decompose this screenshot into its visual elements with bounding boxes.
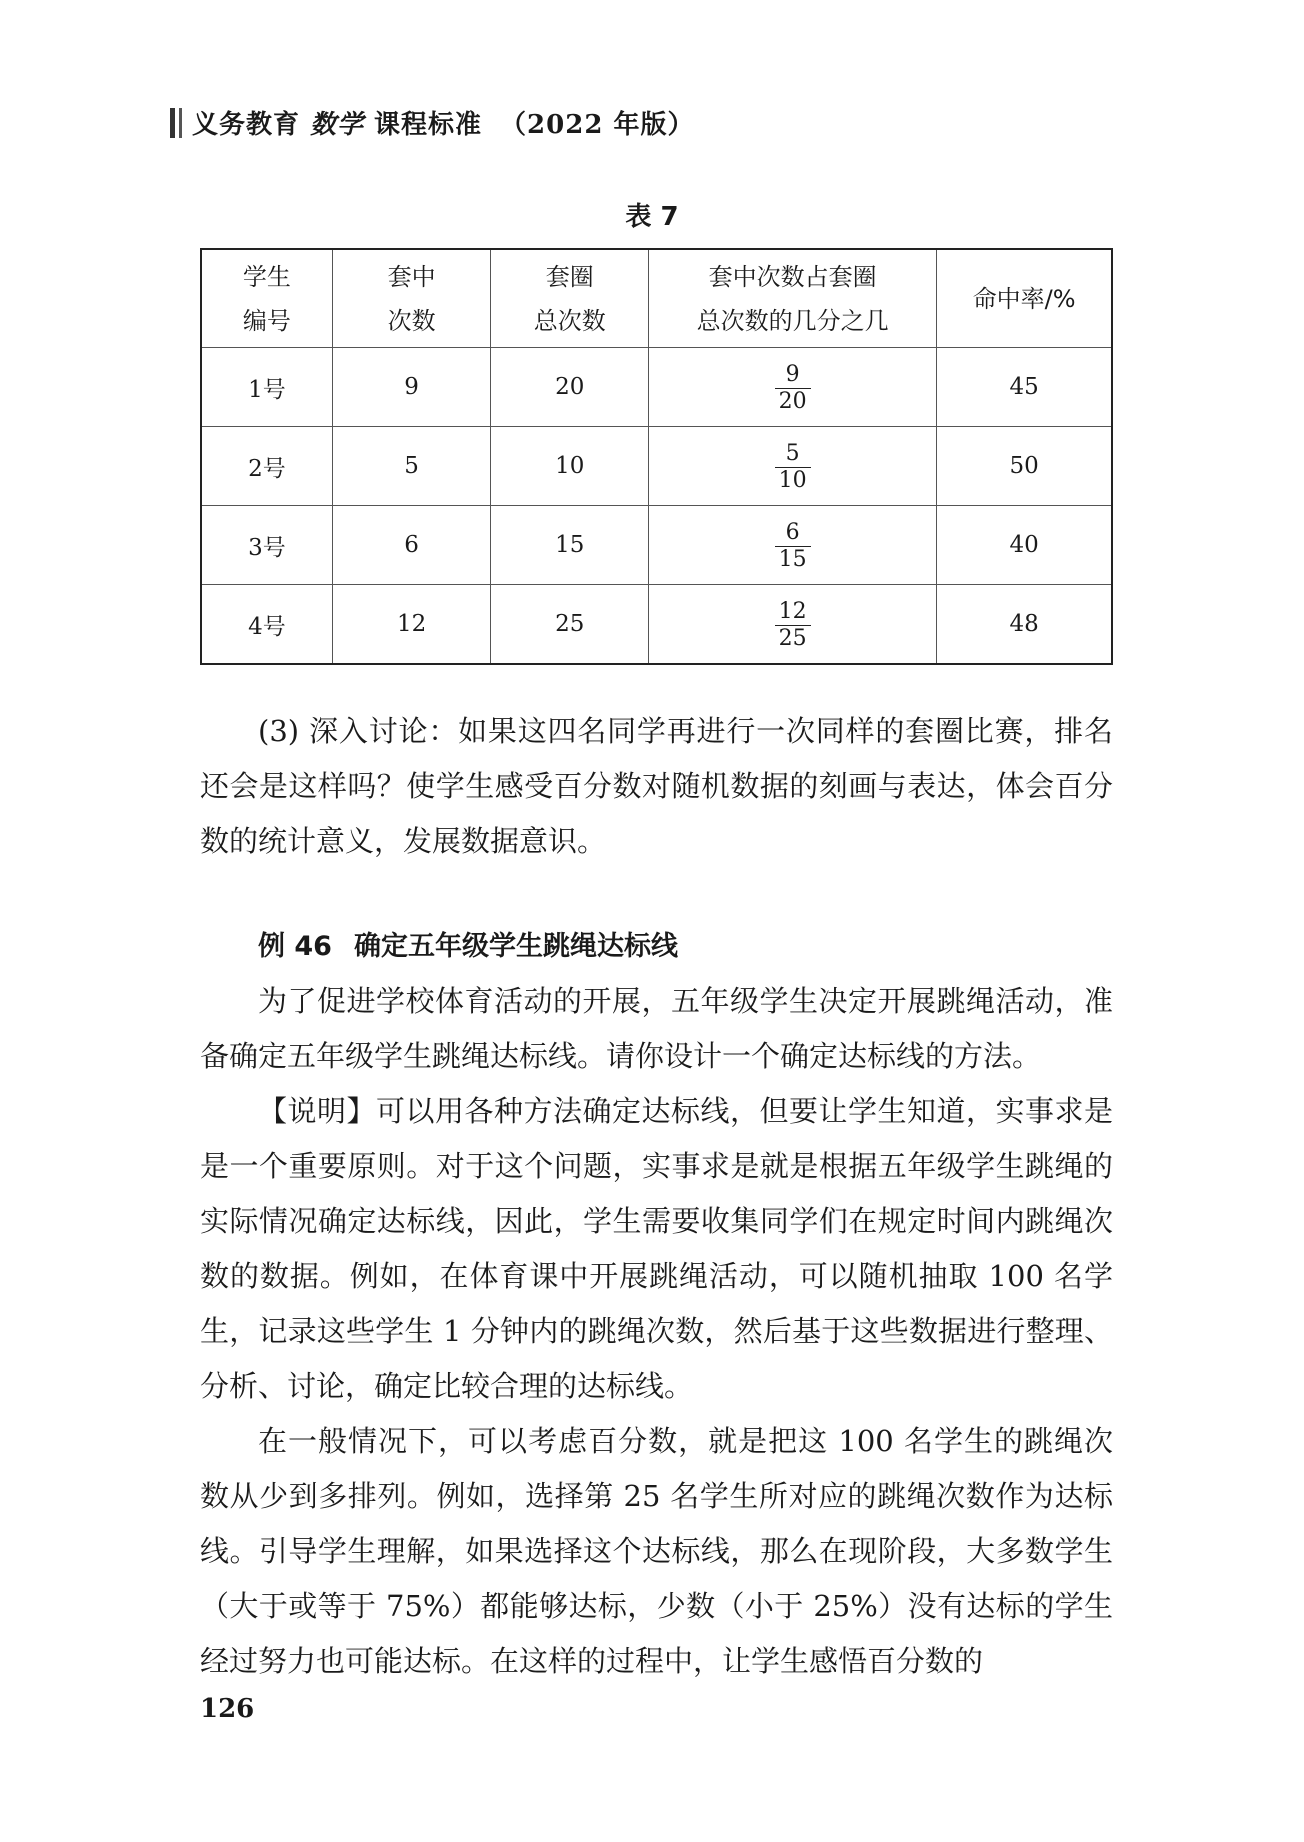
- page-number: 126: [200, 1694, 255, 1724]
- cell-fraction: [649, 585, 937, 665]
- header-bars-icon: [170, 108, 182, 138]
- table-title: 表 7: [625, 202, 679, 232]
- cell-total: 25: [491, 585, 649, 665]
- example-paragraph: 为了促进学校体育活动的开展，五年级学生决定开展跳绳活动，准备确定五年级学生跳绳达标线。请你设计一个确定达标线的方法。: [200, 984, 1113, 1073]
- cell-student-id: 1号: [201, 348, 332, 427]
- header-rate: 命中率/%: [937, 249, 1112, 348]
- cell-rate: 40: [937, 506, 1112, 585]
- cell-total: 10: [491, 427, 649, 506]
- cell-student-id: 3号: [201, 506, 332, 585]
- fraction-numerator: 12: [778, 599, 807, 624]
- example-heading: [258, 924, 678, 963]
- header-title-part1: 义务教育: [192, 110, 301, 140]
- header-title-subject: 数学: [310, 110, 365, 140]
- fraction-denominator: 20: [778, 389, 807, 414]
- cell-hits: 6: [332, 506, 491, 585]
- example-body: [200, 974, 1113, 1689]
- cell-student-id: 4号: [201, 585, 332, 665]
- cell-rate: 45: [937, 348, 1112, 427]
- fraction: [775, 364, 811, 413]
- header-fraction: 套中次数占套圈 总次数的几分之几: [649, 249, 937, 348]
- cell-rate: 50: [937, 427, 1112, 506]
- running-header: [170, 104, 694, 141]
- table-header-row: [201, 249, 1112, 348]
- fraction-denominator: 25: [778, 626, 807, 651]
- cell-hits: 12: [332, 585, 491, 665]
- cell-total: 15: [491, 506, 649, 585]
- cell-hits: 9: [332, 348, 491, 427]
- example-number: 例 46: [258, 931, 332, 962]
- example-paragraph: 【说明】可以用各种方法确定达标线，但要让学生知道，实事求是是一个重要原则。对于这个问题，实事求是就是根据五年级学生跳绳的实际情况确定达标线，因此，学生需要收集同学们在规定时间内跳绳次数的数据。例如，在体育课中开展跳绳活动，可以随机抽取 100 名学生，记录这些学生 1 分钟内的跳绳次数，然后基于这些数据进行整理、分析、讨论，确定比较合理的达标线。: [200, 1094, 1113, 1403]
- cell-rate: 48: [937, 585, 1112, 665]
- table-row: [201, 427, 1112, 506]
- fraction: [775, 601, 811, 650]
- header-total: 套圈 总次数: [491, 249, 649, 348]
- header-edition: （2022 年版）: [500, 110, 695, 140]
- fraction-numerator: 6: [785, 520, 800, 545]
- discussion-section: [200, 704, 1113, 869]
- table-row: [201, 506, 1112, 585]
- header-title-part3: 课程标准: [374, 110, 483, 140]
- example-title: 确定五年级学生跳绳达标线: [353, 931, 678, 962]
- fraction: [775, 443, 811, 492]
- discussion-paragraph: (3) 深入讨论：如果这四名同学再进行一次同样的套圈比赛，排名还会是这样吗？使学生感受百分数对随机数据的刻画与表达，体会百分数的统计意义，发展数据意识。: [200, 714, 1113, 858]
- cell-fraction: [649, 506, 937, 585]
- fraction-numerator: 5: [785, 441, 800, 466]
- fraction-denominator: 15: [778, 547, 807, 572]
- cell-fraction: [649, 348, 937, 427]
- cell-hits: 5: [332, 427, 491, 506]
- fraction-numerator: 9: [785, 362, 800, 387]
- cell-student-id: 2号: [201, 427, 332, 506]
- table-row: [201, 585, 1112, 665]
- cell-fraction: [649, 427, 937, 506]
- header-student-id: 学生 编号: [201, 249, 332, 348]
- header-hits: 套中 次数: [332, 249, 491, 348]
- fraction: [775, 522, 811, 571]
- fraction-denominator: 10: [778, 468, 807, 493]
- table-row: [201, 348, 1112, 427]
- data-table: [200, 248, 1113, 665]
- cell-total: 20: [491, 348, 649, 427]
- example-paragraph: 在一般情况下，可以考虑百分数，就是把这 100 名学生的跳绳次数从少到多排列。例如，选择第 25 名学生所对应的跳绳次数作为达标线。引导学生理解，如果选择这个达标线，那么在现阶段，大多数学生（大于或等于 75%）都能够达标，少数（小于 25%）没有达标的学生经过努力也可能达标。在这样的过程中，让学生感悟百分数的: [200, 1424, 1113, 1678]
